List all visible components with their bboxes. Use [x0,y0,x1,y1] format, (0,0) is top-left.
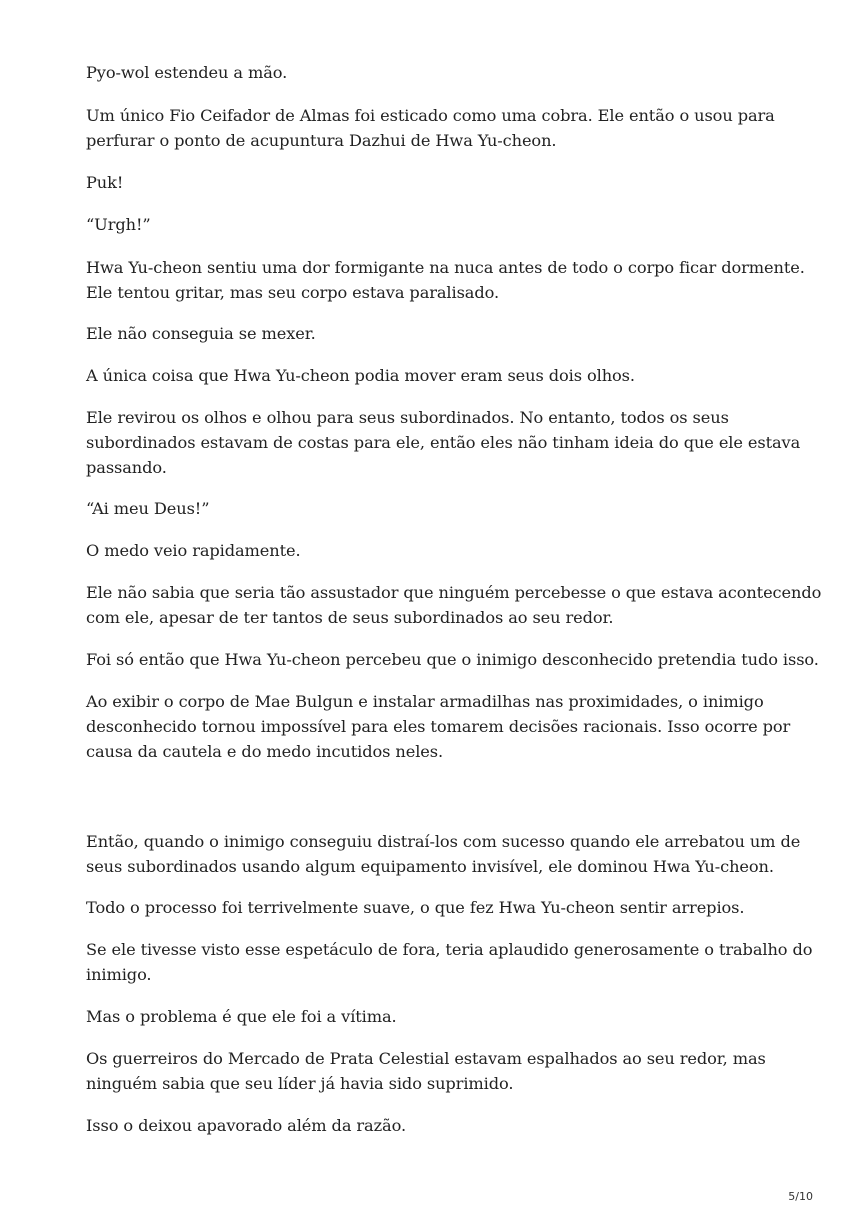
paragraph-17: Mas o problema é que ele foi a vítima. [86,1007,397,1026]
paragraph-2: Um único Fio Ceifador de Almas foi esticado como uma cobra. Ele então o usou para perfurar o ponto de acupuntura Dazhui de Hwa Yu-cheon. [86,106,775,150]
paragraph-11: Ele não sabia que seria tão assustador que ninguém percebesse o que estava acontecendo com ele, apesar de ter tantos de seus subordinados ao seu redor. [86,583,822,627]
paragraph-5: Hwa Yu-cheon sentiu uma dor formigante na nuca antes de todo o corpo ficar dormente. Ele tentou gritar, mas seu corpo estava paralisado. [86,258,805,302]
paragraph-14: Então, quando o inimigo conseguiu distraí-los com sucesso quando ele arrebatou um de seus subordinados usando algum equipamento invisível, ele dominou Hwa Yu-cheon. [86,832,801,876]
paragraph-4: “Urgh!” [86,215,151,234]
paragraph-3: Puk! [86,173,124,192]
paragraph-16: Se ele tivesse visto esse espetáculo de fora, teria aplaudido generosamente o trabalho do inimigo. [86,940,813,984]
paragraph-18: Os guerreiros do Mercado de Prata Celestial estavam espalhados ao seu redor, mas ninguém sabia que seu líder já havia sido suprimido. [86,1049,766,1093]
paragraph-8: Ele revirou os olhos e olhou para seus subordinados. No entanto, todos os seus subordinados estavam de costas para ele, então eles não tinham ideia do que ele estava passando. [86,408,801,477]
paragraph-7: A única coisa que Hwa Yu-cheon podia mover eram seus dois olhos. [86,366,635,385]
paragraph-1: Pyo-wol estendeu a mão. [86,63,288,82]
paragraph-15: Todo o processo foi terrivelmente suave, o que fez Hwa Yu-cheon sentir arrepios. [86,898,745,917]
paragraph-10: O medo veio rapidamente. [86,541,301,560]
paragraph-13: Ao exibir o corpo de Mae Bulgun e instalar armadilhas nas proximidades, o inimigo desconhecido tornou impossível para eles tomarem decisões racionais. Isso ocorre por causa da cautela e do medo incutidos neles. [86,692,791,761]
paragraph-9: “Ai meu Deus!” [86,499,210,518]
paragraph-6: Ele não conseguia se mexer. [86,324,316,343]
paragraph-12: Foi só então que Hwa Yu-cheon percebeu que o inimigo desconhecido pretendia tudo isso. [86,650,819,669]
paragraph-19: Isso o deixou apavorado além da razão. [86,1116,406,1135]
page-number: 5/10 [788,1190,813,1203]
